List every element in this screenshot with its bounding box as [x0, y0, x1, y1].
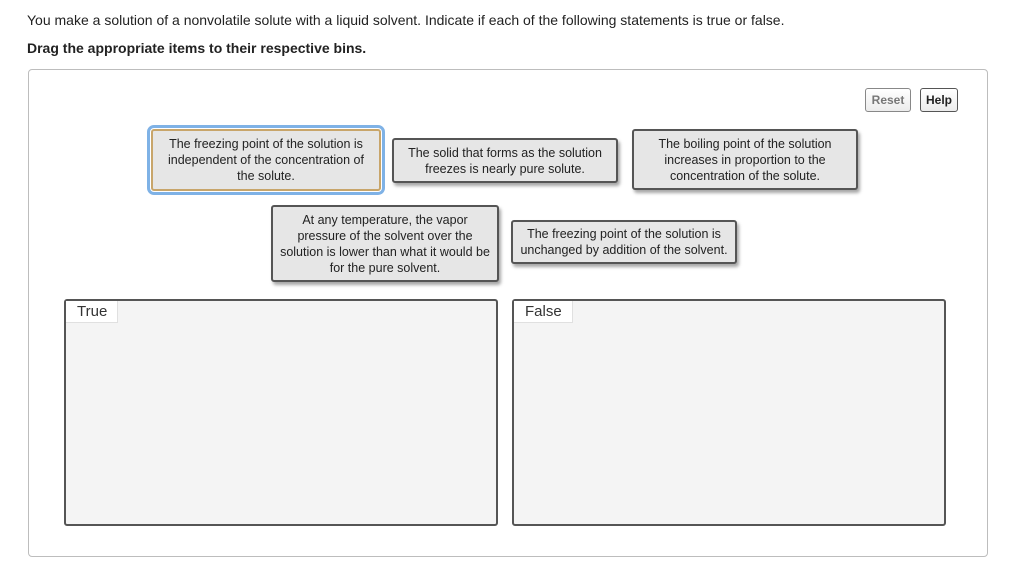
draggable-item-freezing-point-unchanged[interactable] [511, 220, 737, 264]
true-bin[interactable] [64, 299, 498, 526]
draggable-item-text: The boiling point of the solution increases in proportion to the concentration of the solute. [658, 136, 832, 183]
false-bin-label: False [514, 301, 573, 323]
reset-button[interactable]: Reset [865, 88, 911, 112]
question-text: You make a solution of a nonvolatile solute with a liquid solvent. Indicate if each of the following statements is true or false. [27, 12, 785, 28]
draggable-item-vapor-pressure-lower[interactable] [271, 205, 499, 282]
draggable-item-text: The freezing point of the solution is unchanged by addition of the solvent. [520, 227, 728, 257]
draggable-item-text: The solid that forms as the solution freezes is nearly pure solute. [408, 145, 602, 176]
draggable-item-boiling-point-increases[interactable] [632, 129, 858, 190]
help-button[interactable]: Help [920, 88, 958, 112]
true-bin-label: True [66, 301, 118, 323]
draggable-item-freezing-point-independent[interactable] [151, 129, 381, 191]
draggable-item-text: The freezing point of the solution is independent of the concentration of the solute. [168, 137, 364, 183]
draggable-item-solid-pure-solute[interactable] [392, 138, 618, 183]
drag-drop-workspace [28, 69, 988, 557]
false-bin[interactable] [512, 299, 946, 526]
draggable-item-text: At any temperature, the vapor pressure of the solvent over the solution is lower than what it would be for the pure solvent. [280, 212, 490, 275]
instruction-text: Drag the appropriate items to their respective bins. [27, 40, 367, 56]
